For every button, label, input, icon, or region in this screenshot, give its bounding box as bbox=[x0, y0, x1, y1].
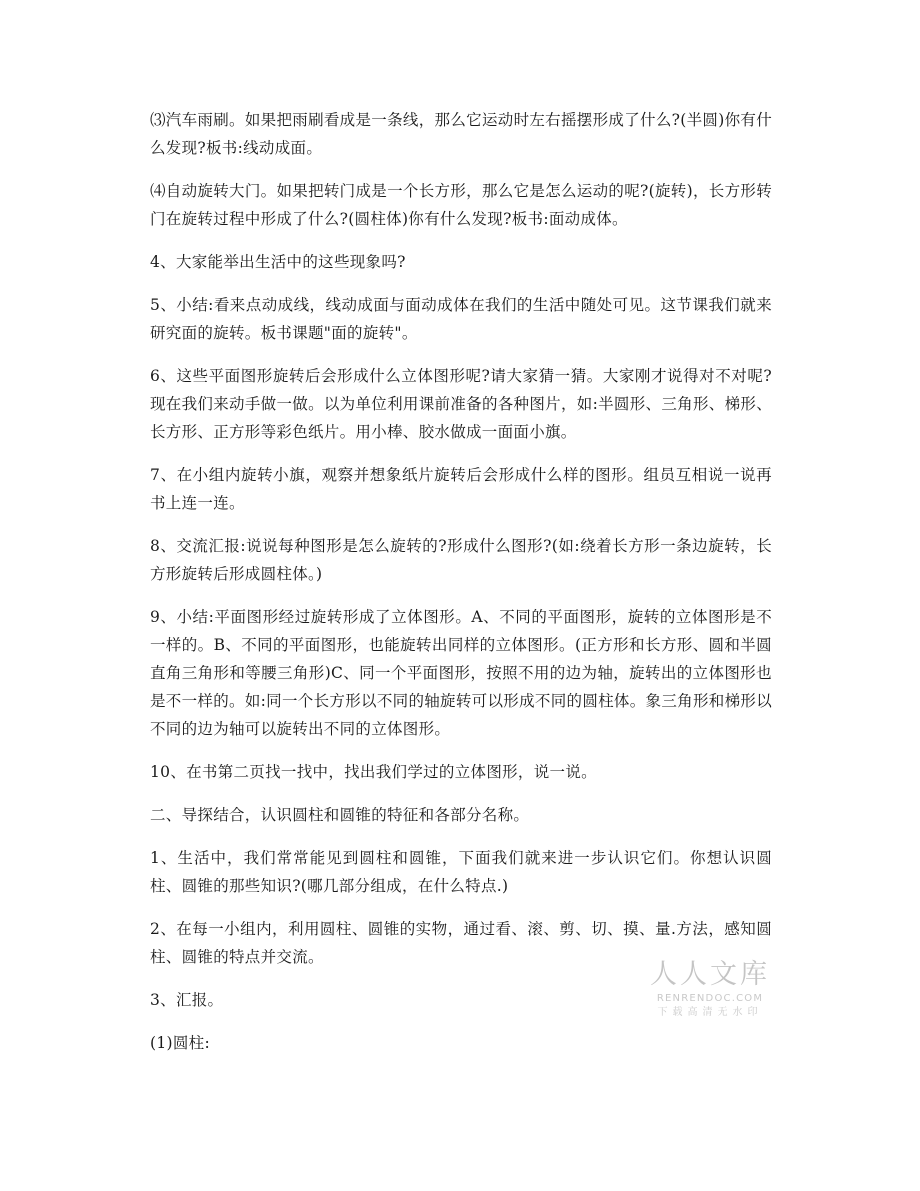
paragraph: 6、这些平面图形旋转后会形成什么立体图形呢?请大家猜一猜。大家刚才说得对不对呢?现在我们来动手做一做。以为单位利用课前准备的各种图片，如:半圆形、三角形、梯形、长方形、正方形等彩色纸片。用小棒、胶水做成一面面小旗。 bbox=[150, 367, 772, 441]
document-body bbox=[150, 106, 772, 1072]
paragraph: ⑶汽车雨刷。如果把雨刷看成是一条线，那么它运动时左右摇摆形成了什么?(半圆)你有什么发现?板书:线动成面。 bbox=[150, 111, 772, 157]
paragraph: 5、小结:看来点动成线，线动成面与面动成体在我们的生活中随处可见。这节课我们就来研究面的旋转。板书课题"面的旋转"。 bbox=[150, 296, 772, 342]
watermark-title: 人人文库 bbox=[650, 959, 770, 990]
paragraph: (1)圆柱: bbox=[150, 1034, 210, 1052]
paragraph: 8、交流汇报:说说每种图形是怎么旋转的?形成什么图形?(如:绕着长方形一条边旋转，长方形旋转后形成圆柱体。) bbox=[150, 537, 772, 583]
watermark-logo bbox=[648, 960, 772, 1020]
paragraph: 1、生活中，我们常常能见到圆柱和圆锥，下面我们就来进一步认识它们。你想认识圆柱、圆锥的那些知识?(哪几部分组成，在什么特点.) bbox=[150, 849, 772, 895]
watermark-subtitle: 下载高清无水印 bbox=[657, 1007, 763, 1018]
section-heading: 二、导探结合，认识圆柱和圆锥的特征和各部分名称。 bbox=[150, 806, 530, 824]
paragraph: 4、大家能举出生活中的这些现象吗? bbox=[150, 253, 406, 271]
paragraph: 10、在书第二页找一找中，找出我们学过的立体图形，说一说。 bbox=[150, 763, 597, 781]
paragraph: 7、在小组内旋转小旗，观察并想象纸片旋转后会形成什么样的图形。组员互相说一说再书上连一连。 bbox=[150, 466, 772, 512]
watermark-domain: RENRENDOC.COM bbox=[656, 993, 764, 1004]
paragraph: 3、汇报。 bbox=[150, 991, 224, 1009]
paragraph: ⑷自动旋转大门。如果把转门成是一个长方形，那么它是怎么运动的呢?(旋转)，长方形转门在旋转过程中形成了什么?(圆柱体)你有什么发现?板书:面动成体。 bbox=[150, 182, 772, 228]
paragraph: 9、小结:平面图形经过旋转形成了立体图形。A、不同的平面图形，旋转的立体图形是不一样的。B、不同的平面图形，也能旋转出同样的立体图形。(正方形和长方形、圆和半圆直角三角形和等腰三角形)C、同一个平面图形，按照不用的边为轴，旋转出的立体图形也是不一样的。如:同一个长方形以不同的轴旋转可以形成不同的圆柱体。象三角形和梯形以不同的边为轴可以旋转出不同的立体图形。 bbox=[150, 608, 772, 738]
paragraph: 2、在每一小组内，利用圆柱、圆锥的实物，通过看、滚、剪、切、摸、量.方法，感知圆柱、圆锥的特点并交流。 bbox=[150, 920, 772, 966]
